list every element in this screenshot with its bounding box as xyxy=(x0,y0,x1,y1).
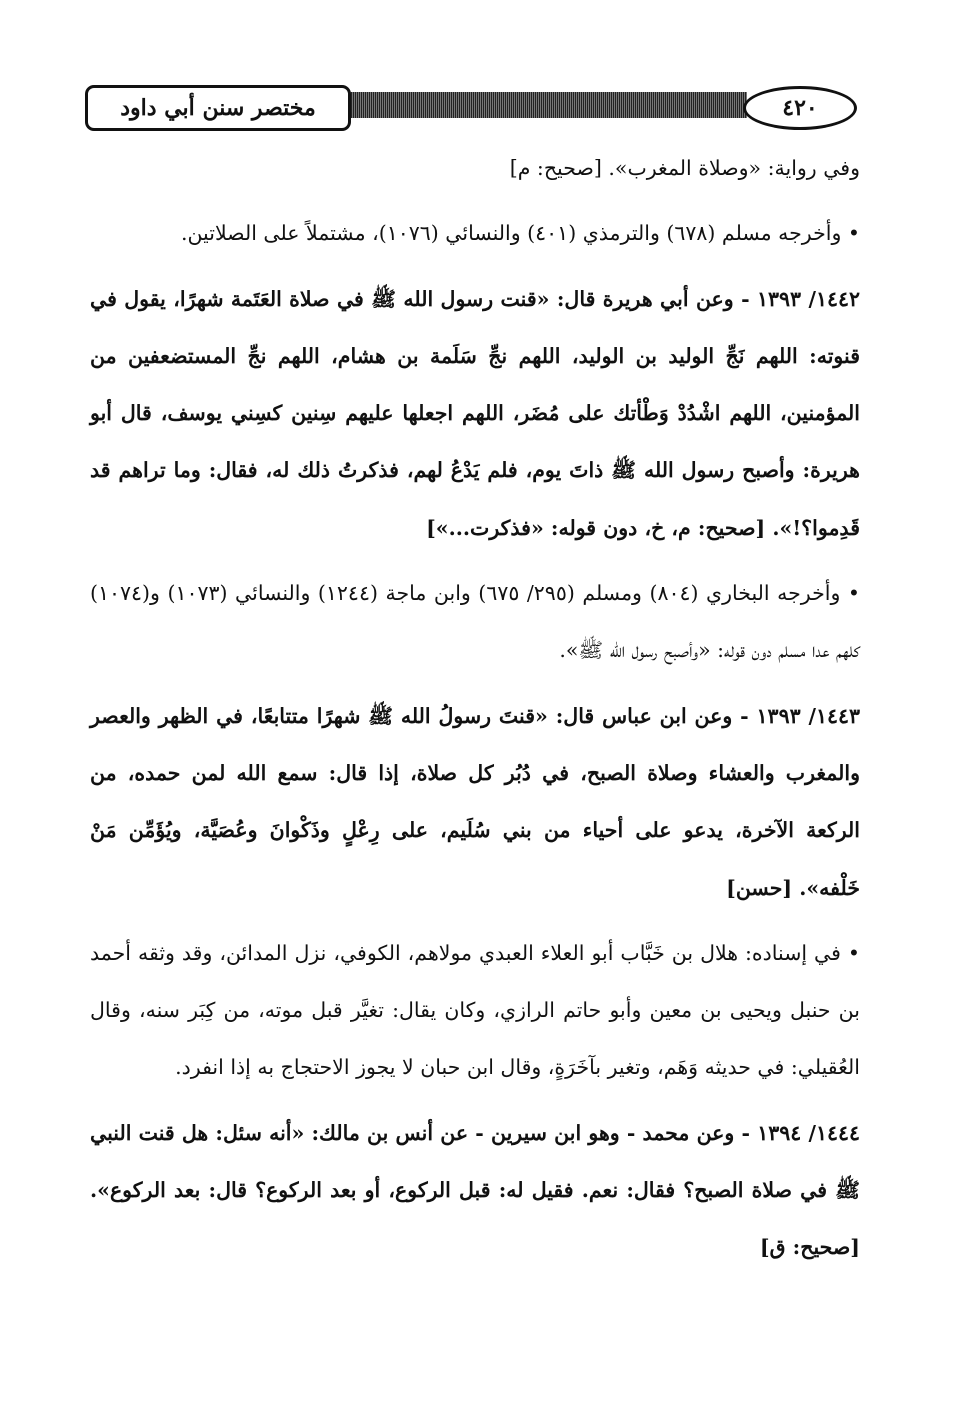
page-header xyxy=(85,82,857,132)
hadith-1444: ١٤٤٤/ ١٣٩٤ - وعن محمد - وهو ابن سيرين - عن أنس بن مالك: «أنه سئل: هل قنت النبي ﷺ في صلاة الصبح؟ فقال: نعم. فقيل له: قبل الركوع، أو بعد الركوع؟ قال: بعد الركوع». [صحيح: ق] xyxy=(90,1120,860,1260)
page-body xyxy=(90,140,860,1285)
paragraph-riwaya: وفي رواية: «وصلاة المغرب». [صحيح: م] xyxy=(509,156,860,180)
paragraph-takhrij: • وأخرجه البخاري (٨٠٤) ومسلم (٢٩٥/ ٦٧٥) وابن ماجة (١٢٤٤) والنسائي (١٠٧٣) و(١٠٧٤) كلهم عدا مسلم دون قوله: «وأصبح رسول الله ﷺ». xyxy=(90,581,860,663)
book-title: مختصر سنن أبي داود xyxy=(85,85,351,131)
paragraph-isnad-note: • في إسناده: هلال بن خَبَّاب أبو العلاء العبدي مولاهم، الكوفي، نزل المدائن، وقد وثقه أحمد بن حنبل ويحيى بن معين وأبو حاتم الرازي، وكان يقال: تغيَّر قبل موته، من كِبَر سنه، وقال العُقيلي: في حديثه وَهَم، وتغير بآخَرَةٍ، وقال ابن حبان لا يجوز الاحتجاج به إذا انفرد. xyxy=(90,940,860,1080)
paragraph-takhrij: • وأخرجه مسلم (٦٧٨) والترمذي (٤٠١) والنسائي (١٠٧٦)، مشتملاً على الصلاتين. xyxy=(180,221,860,246)
hadith-1443: ١٤٤٣/ ١٣٩٣ - وعن ابن عباس قال: «قنتَ رسولُ الله ﷺ شهرًا متتابعًا، في الظهر والعصر والمغرب والعشاء وصلاة الصبح، في دُبُر كل صلاة، إذا قال: سمع الله لمن حمده، من الركعة الآخرة، يدعو على أحياء من بني سُلَيم، على رِعْلٍ وذَكْوانَ وعُصَيَّة، ويُؤَمِّن مَنْ خَلْفه». [حسن] xyxy=(90,703,860,900)
hadith-1442: ١٤٤٢/ ١٣٩٣ - وعن أبي هريرة قال: «قنت رسول الله ﷺ في صلاة العَتَمة شهرًا، يقول في قنوته: اللهم نَجِّ الوليد بن الوليد، اللهم نجِّ سَلَمة بن هشام، اللهم نجِّ المستضعفين من المؤمنين، اللهم اشْدُدْ وَطْأتك على مُضَر، اللهم اجعلها عليهم سِنين كسِني يوسف، قال أبو هريرة: وأصبح رسول الله ﷺ ذاتَ يوم، فلم يَدْعُ لهم، فذكرتُ ذلك له، فقال: وما تراهم قد قَدِموا؟!». [صحيح: م، خ، دون قوله: «فذكرت...»] xyxy=(90,286,861,540)
page-number: ٤٢٠ xyxy=(743,86,857,130)
header-decorative-bar xyxy=(335,92,747,118)
